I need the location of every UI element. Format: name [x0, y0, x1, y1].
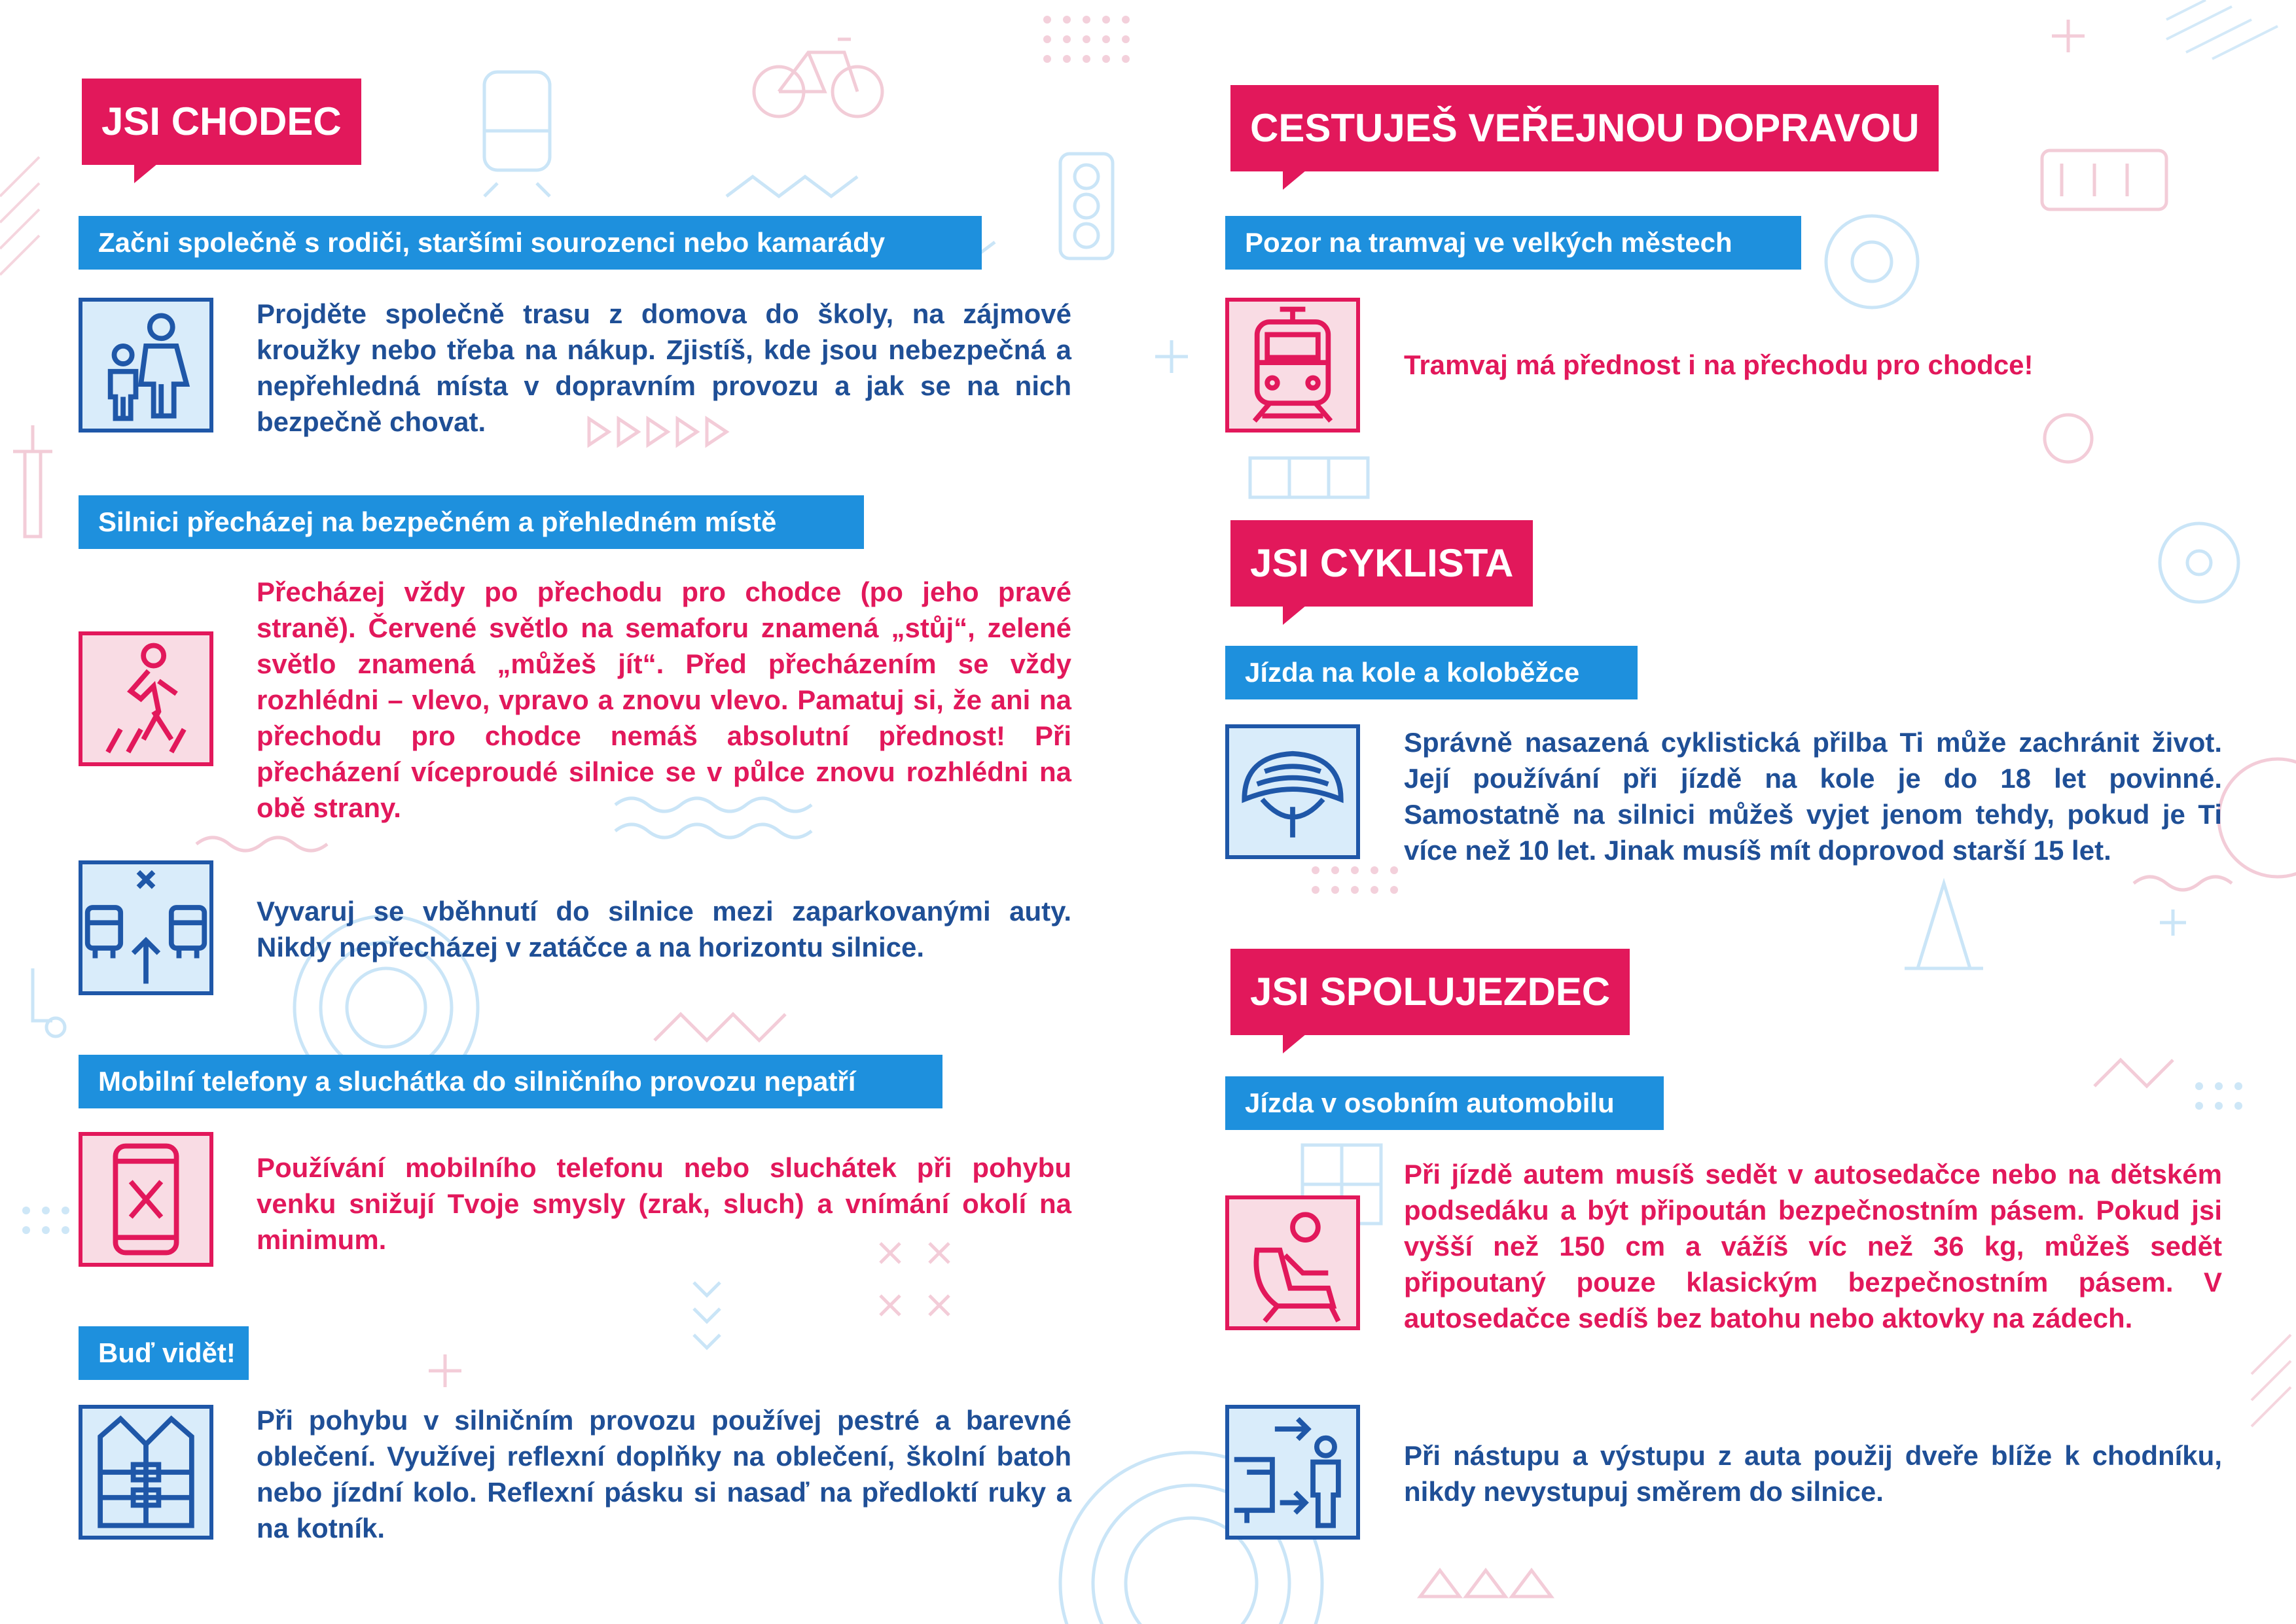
heading-public-transport: CESTUJEŠ VEŘEJNOU DOPRAVOU: [1230, 85, 1939, 171]
item-text: Používání mobilního telefonu nebo sluchátek při pohybu venku snižují Tvoje smysly (zrak, sluch) a vnímání okolí na minimum.: [257, 1152, 1071, 1255]
item-text: Vyvaruj se vběhnutí do silnice mezi zaparkovanými auty. Nikdy nepřecházej v zatáčce a na horizontu silnice.: [257, 896, 1071, 962]
item-text: Při pohybu v silničním provozu používej pestré a barevné oblečení. Využívej reflexní doplňky na oblečení, školní batoh nebo jízdní kolo. Reflexní pásku si nasaď na předloktí ruky a na kotník.: [257, 1405, 1071, 1544]
heading-jsi-spolujezdec: JSI SPOLUJEZDEC: [1230, 949, 1630, 1035]
item-text: Správně nasazená cyklistická přilba Ti může zachránit život. Její používání při jízdě na kole je do 18 let povinné. Samostatně na silnici můžeš vyjet jenom tehdy, pokud je Ti více než 10 let. Jinak musíš mít doprovod starší 15 let.: [1404, 727, 2222, 866]
section-bar-safe-crossing: Silnici přecházej na bezpečném a přehledném místě: [79, 495, 864, 549]
section-bar-car: Jízda v osobním automobilu: [1225, 1076, 1664, 1130]
parent-child-icon: [79, 298, 213, 432]
section-bar-start-together: Začni společně s rodiči, staršími sourozenci nebo kamarády: [79, 216, 982, 270]
item-text: Při nástupu a výstupu z auta použij dveře blíže k chodníku, nikdy nevystupuj směrem do silnice.: [1404, 1440, 2222, 1507]
pedestrian-crossing-icon: [79, 631, 213, 766]
tram-icon: [1225, 298, 1360, 432]
heading-jsi-cyklista: JSI CYKLISTA: [1230, 520, 1533, 607]
heading-jsi-chodec: JSI CHODEC: [82, 79, 361, 165]
section-bar-bike: Jízda na kole a koloběžce: [1225, 646, 1638, 699]
item-text: Při jízdě autem musíš sedět v autosedačce nebo na dětském podsedáku a být připoután bezpečnostním pásem. Pokud jsi vyšší než 150 cm a vážíš víc než 36 kg, můžeš sedět připoutaný pouze klasickým bezpečnostním pásem. V autosedačce sedíš bez batohu nebo aktovky na zádech.: [1404, 1159, 2222, 1333]
section-bar-tram: Pozor na tramvaj ve velkých městech: [1225, 216, 1801, 270]
item-text: Projděte společně trasu z domova do školy, na zájmové kroužky nebo třeba na nákup. Zjistíš, kde jsou nebezpečná a nepřehledná místa v dopravním provozu a jak se na nich bezpečně chovat.: [257, 298, 1071, 437]
reflective-vest-icon: [79, 1405, 213, 1540]
car-seat-icon: [1225, 1195, 1360, 1330]
exit-car-icon: [1225, 1405, 1360, 1540]
bike-helmet-icon: [1225, 724, 1360, 859]
parked-cars-icon: [79, 860, 213, 995]
section-bar-be-visible: Buď vidět!: [79, 1326, 249, 1380]
bicycle-outline-icon: [754, 39, 882, 116]
item-text: Tramvaj má přednost i na přechodu pro chodce!: [1404, 349, 2034, 380]
section-bar-no-phones: Mobilní telefony a sluchátka do silničního provozu nepatří: [79, 1055, 942, 1108]
no-phone-icon: [79, 1132, 213, 1267]
item-text: Přecházej vždy po přechodu pro chodce (po jeho pravé straně). Červené světlo na semaforu znamená „stůj“, zelené světlo znamená „můžeš jít“. Před přecházením se vždy rozhlédni – vlevo, vpravo a znovu vlevo. Pamatuj si, že ani na přechodu pro chodce nemáš absolutní přednost! Při přecházení víceproudé silnice se v půlce znovu rozhlédni na obě strany.: [257, 576, 1071, 823]
